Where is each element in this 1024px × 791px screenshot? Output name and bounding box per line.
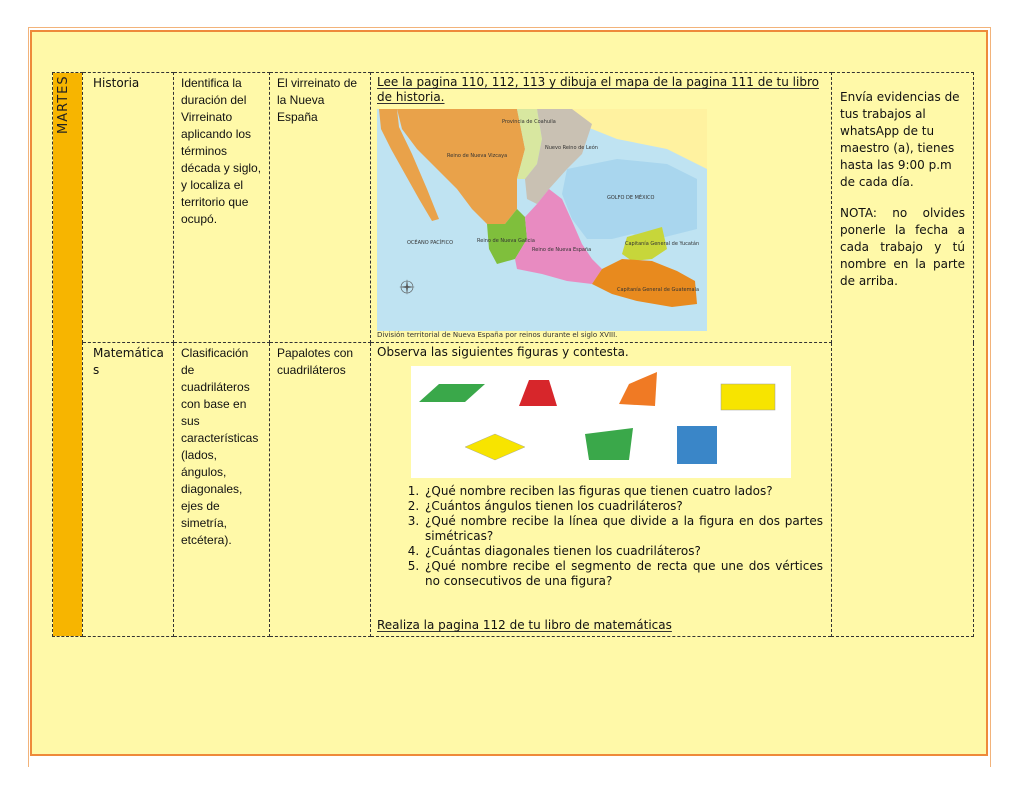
topic-historia: El virreinato de la Nueva España: [277, 76, 358, 124]
subject-matematicas: Matemáticas: [93, 346, 164, 377]
label-guatemala: Capitanía General de Guatemala: [617, 287, 700, 293]
day-label: MARTES: [56, 75, 71, 134]
learning-cell: [174, 73, 270, 343]
shape-green-quadrilateral: [585, 428, 633, 460]
topic-cell: [270, 343, 371, 637]
shapes-svg: [411, 366, 791, 478]
learning-matematicas: Clasificación de cuadriláteros con base en sus características (lados, ángulos, diagonales, ejes de simetría, etcétera).: [181, 346, 259, 547]
table-row-historia: [53, 73, 974, 343]
subject-historia: Historia: [93, 76, 140, 90]
closing-instruction: Realiza la pagina 112 de tu libro de matemáticas: [377, 618, 672, 632]
question-item: 4. ¿Cuántas diagonales tienen los cuadriláteros?: [423, 544, 823, 559]
instruction-historia: Lee la pagina 110, 112, 113 y dibuja el mapa de la pagina 111 de tu libro de historia.: [377, 75, 819, 104]
label-nueva-vizcaya: Reino de Nueva Vizcaya: [447, 153, 508, 159]
evidence-text: Envía evidencias de tus trabajos al whatsApp de tu maestro (a), tienes hasta las 9:00 p.m de cada día.: [840, 90, 960, 189]
shape-green-parallelogram: [419, 384, 485, 402]
note-text: NOTA: no olvides ponerle la fecha a cada trabajo y tú nombre en la parte de arriba.: [840, 206, 965, 288]
shape-blue-square: [677, 426, 717, 464]
activity-cell-matematicas: [371, 343, 832, 637]
map-caption: División territorial de Nueva España por reinos durante el siglo XVIII.: [377, 331, 618, 339]
shape-orange-quadrilateral: [619, 372, 657, 406]
shape-yellow-rhombus: [465, 434, 525, 460]
question-item: 2. ¿Cuántos ángulos tienen los cuadriláteros?: [423, 499, 823, 514]
side-notes-cell: [832, 73, 974, 637]
subject-cell: [83, 73, 174, 343]
label-yucatan: Capitanía General de Yucatán: [625, 241, 700, 247]
label-nueva-espana: Reino de Nueva España: [532, 247, 592, 253]
page-border-right: [990, 27, 991, 767]
topic-cell: [270, 73, 371, 343]
question-item: 3. ¿Qué nombre recibe la línea que divide a la figura en dos partes simétricas?: [423, 514, 823, 544]
schedule-table: [52, 72, 974, 637]
label-nueva-galicia: Reino de Nueva Galicia: [477, 238, 535, 244]
learning-historia: Identifica la duración del Virreinato aplicando los términos década y siglo, y localiza el territorio que ocupó.: [181, 76, 262, 226]
label-coahuila: Provincia de Coahuila: [502, 119, 556, 125]
shape-yellow-rectangle: [721, 384, 775, 410]
subject-cell: [83, 343, 174, 637]
mexico-map: [377, 109, 707, 331]
instruction-matematicas: Observa las siguientes figuras y contesta.: [377, 345, 629, 359]
page-border-left: [28, 27, 29, 767]
label-oceano: OCÉANO PACÍFICO: [407, 240, 454, 246]
topic-matematicas: Papalotes con cuadriláteros: [277, 346, 354, 377]
question-item: 1. ¿Qué nombre reciben las figuras que tienen cuatro lados?: [423, 484, 823, 499]
question-item: 5. ¿Qué nombre recibe el segmento de recta que une dos vértices no consecutivos de una figura?: [423, 559, 823, 589]
questions-list: [377, 484, 823, 589]
page-border-top: [28, 27, 990, 28]
learning-cell: [174, 343, 270, 637]
label-golfo: GOLFO DE MÉXICO: [607, 195, 655, 201]
shape-red-trapezoid: [519, 380, 557, 406]
quadrilaterals-figure: [411, 366, 791, 478]
map-svg: [377, 109, 707, 331]
day-column: [53, 73, 83, 637]
activity-cell-historia: [371, 73, 832, 343]
label-nuevo-leon: Nuevo Reino de León: [545, 145, 598, 151]
